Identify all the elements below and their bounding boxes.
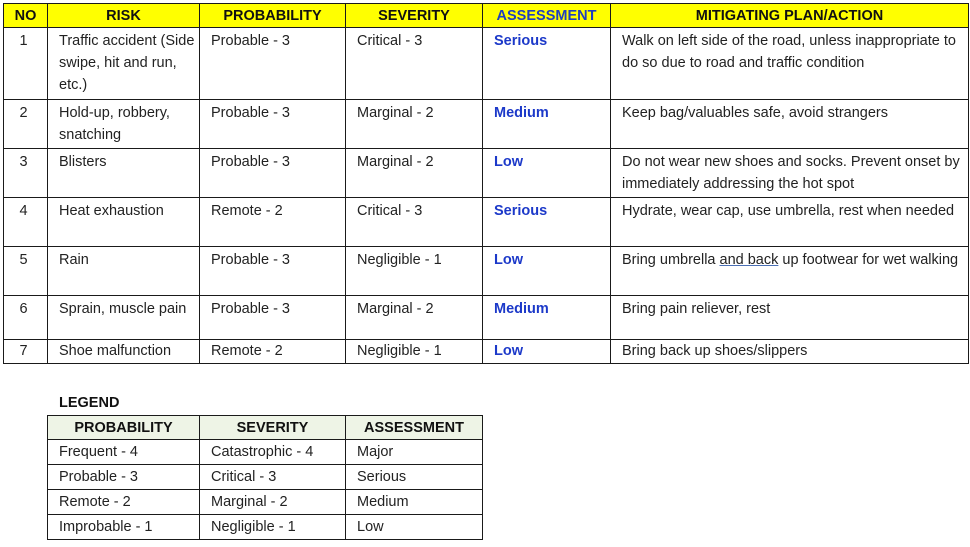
probability-cell: Probable - 3: [200, 100, 346, 149]
row-number: 7: [4, 340, 48, 364]
probability-cell: Probable - 3: [200, 28, 346, 100]
header-mitigating-plan: MITIGATING PLAN/ACTION: [611, 4, 969, 28]
assessment-cell: Medium: [483, 296, 611, 340]
header-no: NO: [4, 4, 48, 28]
legend-row: [48, 440, 483, 465]
assessment-cell: Low: [483, 340, 611, 364]
row-number: 3: [4, 149, 48, 198]
severity-cell: Negligible - 1: [346, 340, 483, 364]
table-row: [4, 247, 969, 296]
severity-cell: Negligible - 1: [346, 247, 483, 296]
risk-cell: Heat exhaustion: [48, 198, 200, 247]
probability-cell: Probable - 3: [200, 149, 346, 198]
legend-header-probability: PROBABILITY: [48, 416, 200, 440]
legend-title: LEGEND: [59, 395, 120, 411]
row-number: 4: [4, 198, 48, 247]
plan-cell: Walk on left side of the road, unless inappropriate to do so due to road and traffic condition: [611, 28, 969, 100]
probability-cell: Remote - 2: [200, 198, 346, 247]
plan-text-start: Bring umbrella: [622, 252, 720, 268]
plan-cell: Do not wear new shoes and socks. Prevent onset by immediately addressing the hot spot: [611, 149, 969, 198]
table-row: [4, 340, 969, 364]
assessment-cell: Serious: [483, 198, 611, 247]
legend-row: [48, 515, 483, 540]
assessment-cell: Medium: [483, 100, 611, 149]
row-number: 1: [4, 28, 48, 100]
severity-cell: Marginal - 2: [346, 100, 483, 149]
probability-cell: Remote - 2: [200, 340, 346, 364]
severity-cell: Critical - 3: [346, 28, 483, 100]
legend-header-row: [48, 416, 483, 440]
table-row: [4, 296, 969, 340]
assessment-cell: Low: [483, 149, 611, 198]
table-row: [4, 100, 969, 149]
legend-severity-cell: Critical - 3: [200, 465, 346, 490]
risk-cell: Rain: [48, 247, 200, 296]
table-row: [4, 198, 969, 247]
legend-row: [48, 490, 483, 515]
severity-cell: Marginal - 2: [346, 296, 483, 340]
legend-probability-cell: Remote - 2: [48, 490, 200, 515]
legend-probability-cell: Improbable - 1: [48, 515, 200, 540]
plan-text-end: up footwear for wet walking: [778, 252, 959, 268]
severity-cell: Marginal - 2: [346, 149, 483, 198]
legend-severity-cell: Negligible - 1: [200, 515, 346, 540]
row-number: 2: [4, 100, 48, 149]
probability-cell: Probable - 3: [200, 296, 346, 340]
header-assessment: ASSESSMENT: [483, 4, 611, 28]
risk-cell: Shoe malfunction: [48, 340, 200, 364]
legend-probability-cell: Probable - 3: [48, 465, 200, 490]
legend-probability-cell: Frequent - 4: [48, 440, 200, 465]
legend-severity-cell: Marginal - 2: [200, 490, 346, 515]
header-probability: PROBABILITY: [200, 4, 346, 28]
legend-row: [48, 465, 483, 490]
header-severity: SEVERITY: [346, 4, 483, 28]
assessment-cell: Serious: [483, 28, 611, 100]
legend-header-severity: SEVERITY: [200, 416, 346, 440]
row-number: 6: [4, 296, 48, 340]
risk-cell: Traffic accident (Side swipe, hit and run, etc.): [48, 28, 200, 100]
legend-assessment-cell: Low: [346, 515, 483, 540]
risk-cell: Hold-up, robbery, snatching: [48, 100, 200, 149]
legend-table: [47, 415, 483, 540]
header-risk: RISK: [48, 4, 200, 28]
risk-cell: Blisters: [48, 149, 200, 198]
probability-cell: Probable - 3: [200, 247, 346, 296]
plan-cell: [611, 247, 969, 296]
legend-assessment-cell: Serious: [346, 465, 483, 490]
plan-cell: Bring back up shoes/slippers: [611, 340, 969, 364]
assessment-cell: Low: [483, 247, 611, 296]
plan-cell: Bring pain reliever, rest: [611, 296, 969, 340]
table-row: [4, 28, 969, 100]
risk-cell: Sprain, muscle pain: [48, 296, 200, 340]
table-row: [4, 149, 969, 198]
legend-assessment-cell: Medium: [346, 490, 483, 515]
legend-assessment-cell: Major: [346, 440, 483, 465]
row-number: 5: [4, 247, 48, 296]
legend-header-assessment: ASSESSMENT: [346, 416, 483, 440]
risk-table-header-row: [4, 4, 969, 28]
severity-cell: Critical - 3: [346, 198, 483, 247]
plan-cell: Keep bag/valuables safe, avoid strangers: [611, 100, 969, 149]
legend-severity-cell: Catastrophic - 4: [200, 440, 346, 465]
plan-cell: Hydrate, wear cap, use umbrella, rest when needed: [611, 198, 969, 247]
plan-text-underlined: and back: [719, 252, 779, 268]
risk-table: [3, 3, 969, 364]
